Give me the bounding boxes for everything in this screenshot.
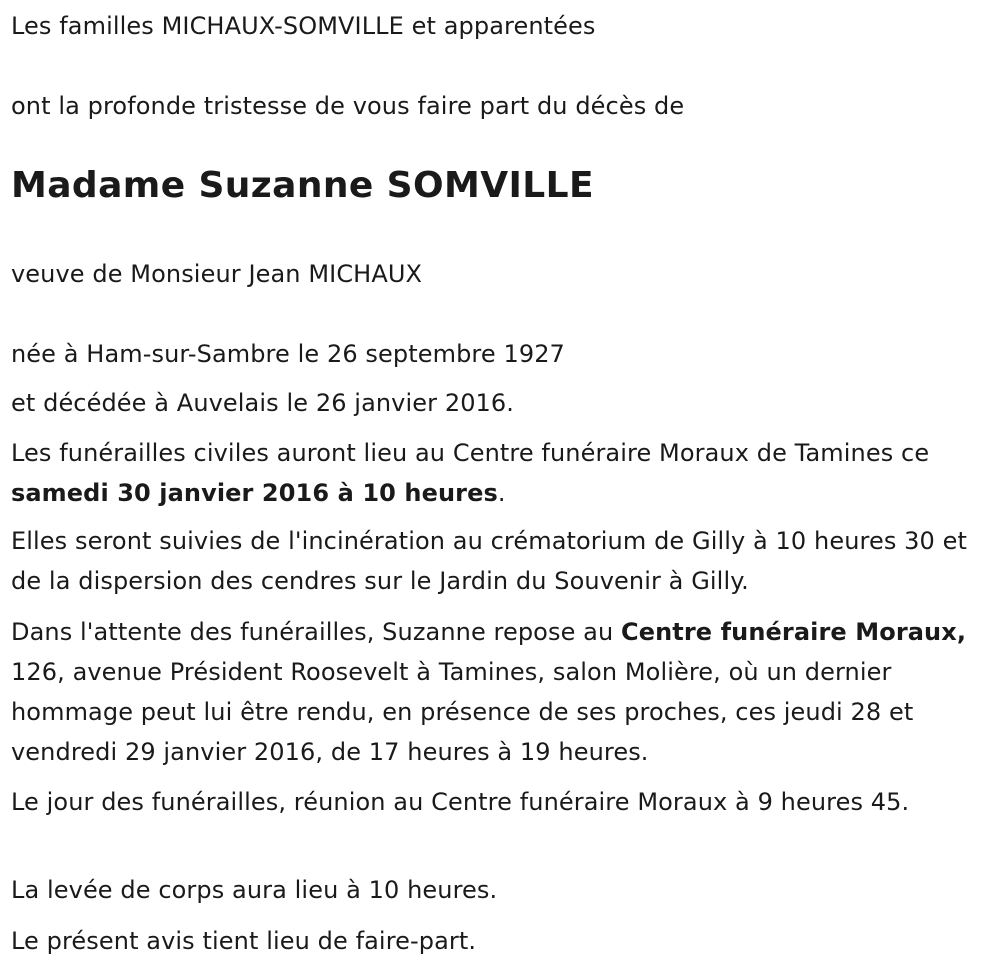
families-line: Les familles MICHAUX-SOMVILLE et apparentées (11, 12, 596, 40)
intro-line: ont la profonde tristesse de vous faire part du décès de (11, 92, 685, 120)
funeral-end: . (497, 479, 506, 507)
funeral-text: Les funérailles civiles auront lieu au Centre funéraire Moraux de Tamines ce (11, 439, 930, 467)
final-line: Le présent avis tient lieu de faire-part. (11, 927, 477, 955)
repose-details: 126, avenue Président Roosevelt à Tamines, salon Molière, où un dernier hommage peut lui être rendu, en présence de ses proches, ces jeudi 28 et vendredi 29 janvier 2016, de 17 heures à 19 heures. (11, 658, 914, 766)
meeting-paragraph: Le jour des funérailles, réunion au Centre funéraire Moraux à 9 heures 45. (11, 788, 910, 816)
widow-line: veuve de Monsieur Jean MICHAUX (11, 260, 423, 288)
levee-line: La levée de corps aura lieu à 10 heures. (11, 876, 498, 904)
death-line: et décédée à Auvelais le 26 janvier 2016. (11, 389, 515, 417)
cremation-paragraph: Elles seront suivies de l'incinération au crématorium de Gilly à 10 heures 30 et de la dispersion des cendres sur le Jardin du Souvenir à Gilly. (11, 527, 967, 595)
birth-line: née à Ham-sur-Sambre le 26 septembre 1927 (11, 340, 565, 368)
repose-text: Dans l'attente des funérailles, Suzanne repose au (11, 618, 622, 646)
repose-paragraph (11, 612, 991, 772)
deceased-name: Madame Suzanne SOMVILLE (11, 165, 594, 206)
repose-place: Centre funéraire Moraux, (621, 618, 967, 646)
funeral-paragraph (11, 433, 991, 513)
funeral-date: samedi 30 janvier 2016 à 10 heures (11, 479, 498, 507)
